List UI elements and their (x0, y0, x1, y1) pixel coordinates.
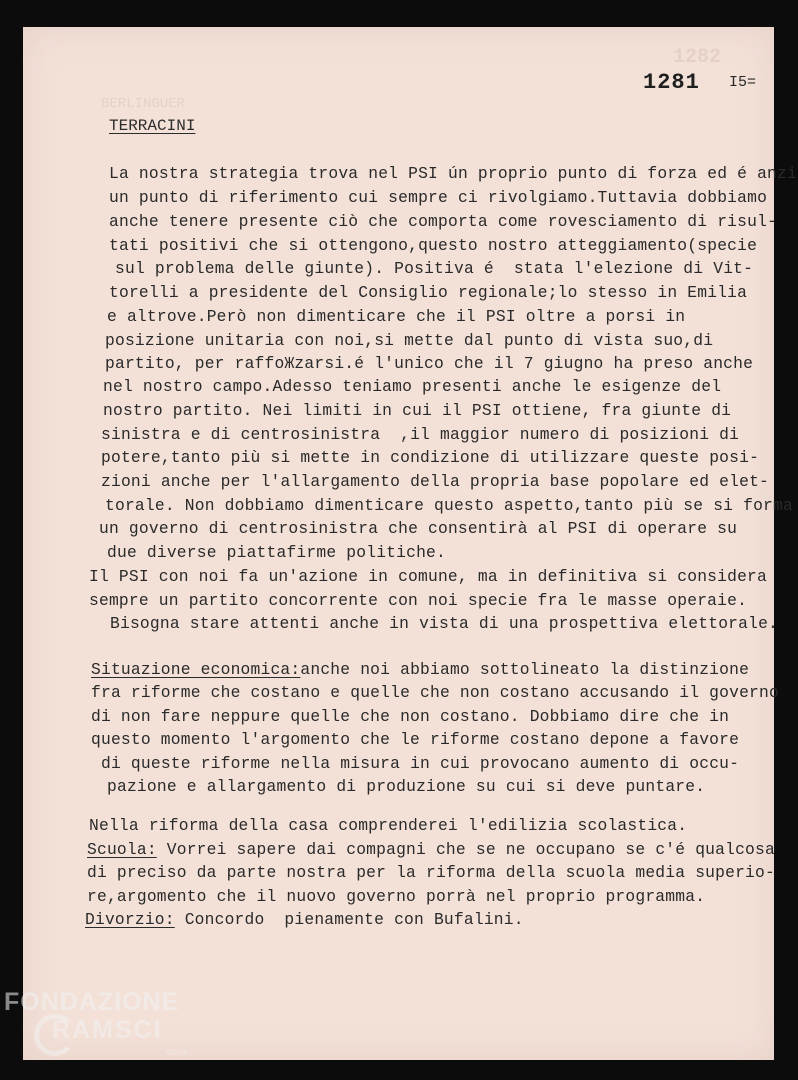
document-page (23, 27, 797, 1060)
text-line: Situazione economica:anche noi abbiamo sottolineato la distinzione (91, 660, 750, 679)
text-line: zioni anche per l'allargamento della propria base popolare ed elet- (101, 472, 770, 491)
text-line: nostro partito. Nei limiti in cui il PSI ottiene, fra giunte di (103, 401, 732, 420)
gramsci-g-icon (34, 1014, 76, 1056)
text-line: sinistra e di centrosinistra ,il maggior numero di posizioni di (101, 425, 740, 444)
text-line: partito, per raffoЖzarsi.é l'unico che il 7 giugno ha preso anche (105, 354, 754, 373)
section-heading-scuola: Scuola: (87, 840, 157, 859)
page-number: 1281 (643, 70, 700, 95)
text-line: Scuola: Vorrei sapere dai compagni che se ne occupano se c'é qualcosa (87, 840, 775, 859)
text-line: torale. Non dobbiamo dimenticare questo aspetto,tanto più se si forma (105, 496, 793, 515)
text-line: re,argomento che il nuovo governo porrà nel proprio programma. (87, 887, 706, 906)
section-heading-divorzio: Divorzio: (85, 910, 175, 929)
text-line: e altrove.Però non dimenticare che il PSI oltre a porsi in (107, 307, 686, 326)
text-line: di preciso da parte nostra per la riforma della scuola media superio- (87, 863, 775, 882)
page-annotation: I5= (729, 74, 757, 91)
fondazione-gramsci-watermark: FONDAZIONE RAMSCI onlus (4, 988, 188, 1057)
text-line: di queste riforme nella misura in cui provocano aumento di occu- (101, 754, 740, 773)
text-line: nel nostro campo.Adesso teniamo presenti anche le esigenze del (103, 377, 722, 396)
text-line: pazione e allargamento di produzione su cui si deve puntare. (107, 777, 706, 796)
text-line: Nella riforma della casa comprenderei l'edilizia scolastica. (89, 816, 688, 835)
bleed-through-heading: BERLINGUER (101, 96, 186, 112)
text-line: posizione unitaria con noi,si mette dal punto di vista suo,di (105, 331, 714, 350)
text-line: questo momento l'argomento che le riforme costano depone a favore (91, 730, 740, 749)
bleed-through-page-number: 1282 (673, 46, 722, 69)
section-heading-economia: Situazione economica: (91, 660, 301, 679)
text-line: torelli a presidente del Consiglio regionale;lo stesso in Emilia (109, 283, 748, 302)
text-line: Il PSI con noi fa un'azione in comune, ma in definitiva si considera (89, 567, 767, 586)
text-line: tati positivi che si ottengono,questo nostro atteggiamento(specie (109, 236, 758, 255)
text-line: un governo di centrosinistra che consentirà al PSI di operare su (99, 519, 738, 538)
text-line: fra riforme che costano e quelle che non costano accusando il governo (91, 683, 779, 702)
text-line: potere,tanto più si mette in condizione di utilizzare queste posi- (101, 448, 760, 467)
text-line: La nostra strategia trova nel PSI ún proprio punto di forza ed é anzi (109, 164, 797, 183)
speaker-heading: TERRACINI (109, 117, 196, 135)
text-line: un punto di riferimento cui sempre ci rivolgiamo.Tuttavia dobbiamo (109, 188, 768, 207)
text-line: sul problema delle giunte). Positiva é stata l'elezione di Vit- (115, 259, 754, 278)
text-line: due diverse piattafirme politiche. (107, 543, 446, 562)
text-line: Bisogna stare attenti anche in vista di una prospettiva elettorale. (110, 614, 779, 633)
text-line: sempre un partito concorrente con noi specie fra le masse operaie. (89, 591, 748, 610)
text-line: anche tenere presente ciò che comporta come rovesciamento di risul- (109, 212, 778, 231)
text-line: Divorzio: Concordo pienamente con Bufalini. (85, 910, 524, 929)
text-line: di non fare neppure quelle che non costano. Dobbiamo dire che in (91, 707, 730, 726)
